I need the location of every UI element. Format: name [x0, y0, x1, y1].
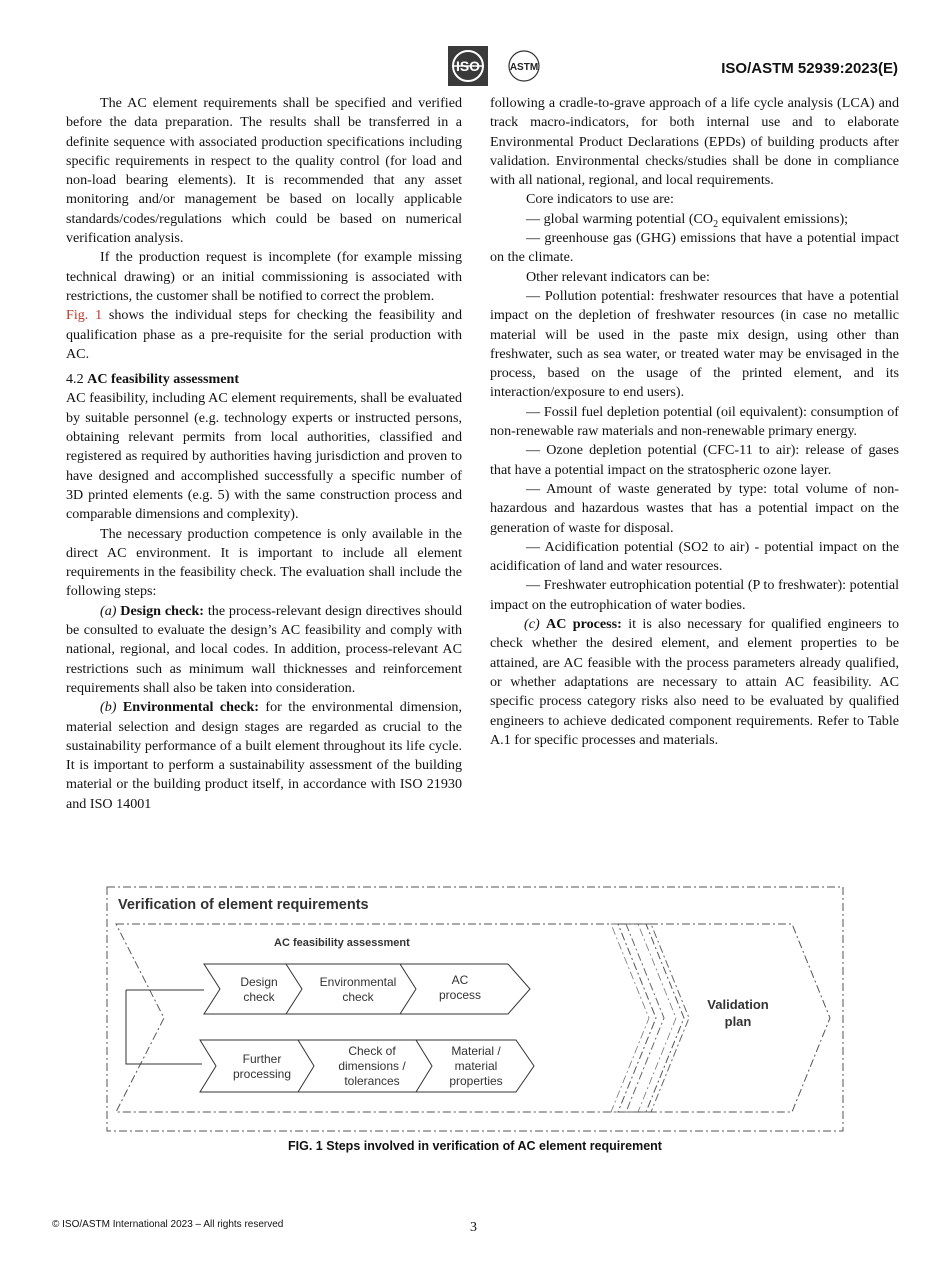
- inner-chevron-outline-2: [611, 924, 676, 1112]
- core-indicator-ghg: — greenhouse gas (GHG) emissions that have a potential impact on the climate.: [490, 230, 899, 266]
- paragraph-requirements: The AC element requirements shall be specified and verified before the data preparation. The results shall be transferred in a definite sequence with associated production specifications including specific requirements in respect to the quality control (for load and non-load bearing elements). It is recommended that any asset monitoring and/or management be based on locally applicable standards/codes/regulations which could be based on numerical verification analysis.: [66, 95, 462, 247]
- label-ac-process-line1: AC: [451, 973, 469, 987]
- section-number: 4.2: [66, 371, 84, 388]
- other-indicators-intro: Other relevant indicators can be:: [526, 268, 710, 285]
- indicator-pollution: — Pollution potential: freshwater resources that have a potential impact on the depletion of freshwater resources (in case no metallic material will be used in the paste mix design, using other than freshwater, such as sea water, or treated water may be envisaged in the process, based on the usage of the printed element, and its interaction/exposure to end users).: [490, 287, 899, 401]
- core-indicator-gwp-text-end: equivalent emissions);: [718, 210, 849, 227]
- label-dimensions-line1: Check of: [348, 1044, 396, 1058]
- paragraph-competence: The necessary production competence is only available in the direct AC environment. It is important to include all element requirements in the feasibility check. The evaluation shall include the following steps:: [66, 525, 462, 600]
- diagram-svg: [106, 886, 844, 1134]
- step-c-label: (c): [524, 616, 540, 633]
- indicator-acidification: — Acidification potential (SO2 to air) - potential impact on the acidification of land and water resources.: [490, 538, 899, 575]
- step-b-label: (b): [100, 699, 117, 716]
- astm-logo-text: ASTM: [509, 62, 539, 73]
- core-indicator-gwp: [490, 210, 899, 229]
- arrow-environmental-check: [286, 964, 418, 1014]
- footer-copyright: © ISO/ASTM International 2023 – All rights reserved: [52, 1219, 284, 1230]
- arrow-further-processing: [200, 1040, 316, 1092]
- label-further-line2: processing: [232, 1067, 292, 1081]
- label-ac-process-line2: process: [438, 988, 482, 1002]
- paragraph-feasibility: AC feasibility, including AC element requirements, shall be evaluated by suitable personnel (e.g. technology experts or instructed persons, obtaining relevant permits from local authorities, classified and registered as required by authorities having jurisdiction and proven to have designed and accomplished successfully a specific number of 3D printed elements (e.g. 5) with the same construction process and comparable dimensions and complexity).: [66, 390, 462, 523]
- label-dimensions-line3: tolerances: [344, 1074, 400, 1088]
- label-environmental-line1: Environmental: [319, 975, 397, 989]
- paragraph-incomplete-request: If the production request is incomplete (for example missing technical drawing) or an initial commissioning is associated with restrictions, the customer shall be notified to correct the problem.: [66, 249, 462, 304]
- section-heading: [66, 370, 462, 389]
- connector-loop: [126, 990, 202, 1064]
- arrow-design-check: [204, 964, 304, 1014]
- step-b-title: Environmental check:: [122, 699, 259, 716]
- diagram-title: Verification of element requirements: [118, 897, 369, 913]
- page-number: 3: [470, 1220, 477, 1235]
- step-a-text: the process-relevant design directives should be consulted to evaluate the design’s AC feasibility and comply with national, regional, and local codes. In addition, process-relevant AC restrictions such as minimum wall thicknesses and reinforcement requirements shall also be taken into consideration.: [66, 602, 462, 696]
- iso-logo-text: ISO: [455, 58, 481, 74]
- paragraph-lca: following a cradle-to-grave approach of a life cycle analysis (LCA) and track macro-indicators, for both internal use and to elaborate Environmental Product Declarations (EPDs) of building products after validation. Environmental checks/studies shall be done in compliance with all national, regional, and local requirements.: [490, 95, 899, 189]
- step-b-text: for the environmental dimension, material selection and design stages are regarded as crucial to the sustainability performance of a built element throughout its life cycle. It is important to perform a sustainability assessment of the building material or the building product itself, in accordance with ISO 21930 and ISO 14001: [66, 699, 462, 812]
- iso-logo: [448, 46, 488, 86]
- feasibility-subtitle: AC feasibility assessment: [274, 937, 410, 949]
- section-title: AC feasibility assessment: [87, 371, 240, 388]
- label-design-line2: check: [243, 990, 275, 1004]
- paragraph-figure-ref: [66, 306, 462, 364]
- indicator-eutrophication: — Freshwater eutrophication potential (P to freshwater): potential impact on the eutrophication of water bodies.: [490, 577, 899, 613]
- step-c-title: AC process:: [546, 616, 622, 633]
- step-a-title: Design check:: [120, 602, 205, 619]
- co2-subscript: 2: [713, 218, 719, 230]
- validation-label-line1: Validation: [707, 997, 769, 1012]
- astm-logo: [509, 51, 539, 81]
- figure-verification-diagram: [106, 886, 844, 1134]
- step-c-text: it is also necessary for qualified engineers to check whether the desired element, and element properties to be attained, are AC feasible with the process parameters already qualified, or whether adaptations are necessary to attain AC feasibility. AC specific process category risks also need to be evaluated by qualified engineers to achieve dedicated component requirements. Refer to Table A.1 for specific processes and materials.: [490, 616, 899, 748]
- label-material-line2: material: [454, 1059, 498, 1073]
- label-dimensions-line2: dimensions /: [338, 1059, 406, 1073]
- step-ac-process: [490, 615, 899, 750]
- figure-link[interactable]: Fig. 1: [66, 307, 103, 324]
- indicator-waste: — Amount of waste generated by type: total volume of non-hazardous and hazardous wastes that has a potential impact on the generation of waste for disposal.: [490, 480, 899, 536]
- validation-label-line2: plan: [724, 1014, 752, 1029]
- label-material-line3: properties: [449, 1074, 503, 1088]
- indicator-fossil-fuel: — Fossil fuel depletion potential (oil equivalent): consumption of non-renewable raw materials and non-renewable primary energy.: [490, 403, 899, 440]
- standard-code: ISO/ASTM 52939:2023(E): [721, 60, 898, 77]
- label-environmental-line2: check: [342, 990, 374, 1004]
- right-column: [490, 94, 899, 750]
- step-a-label: (a): [100, 602, 117, 619]
- left-column: [66, 94, 462, 814]
- figure-caption: FIG. 1 Steps involved in verification of AC element requirement: [288, 1139, 662, 1153]
- indicator-ozone: — Ozone depletion potential (CFC-11 to air): release of gases that have a potential impact on the stratospheric ozone layer.: [490, 442, 899, 478]
- label-material-line1: Material /: [451, 1044, 501, 1058]
- step-environmental-check: [66, 698, 462, 814]
- step-design-check: [66, 602, 462, 698]
- label-design-line1: Design: [240, 975, 278, 989]
- label-further-line1: Further: [242, 1052, 282, 1066]
- core-indicators-intro: Core indicators to use are:: [526, 191, 674, 208]
- logo-graphics: [448, 46, 548, 86]
- paragraph-figure-ref-text: shows the individual steps for checking the feasibility and qualification phase as a pre-requisite for the serial production with AC.: [66, 307, 462, 362]
- core-indicator-gwp-text: — global warming potential (CO: [526, 210, 714, 227]
- header-logos: [448, 46, 548, 86]
